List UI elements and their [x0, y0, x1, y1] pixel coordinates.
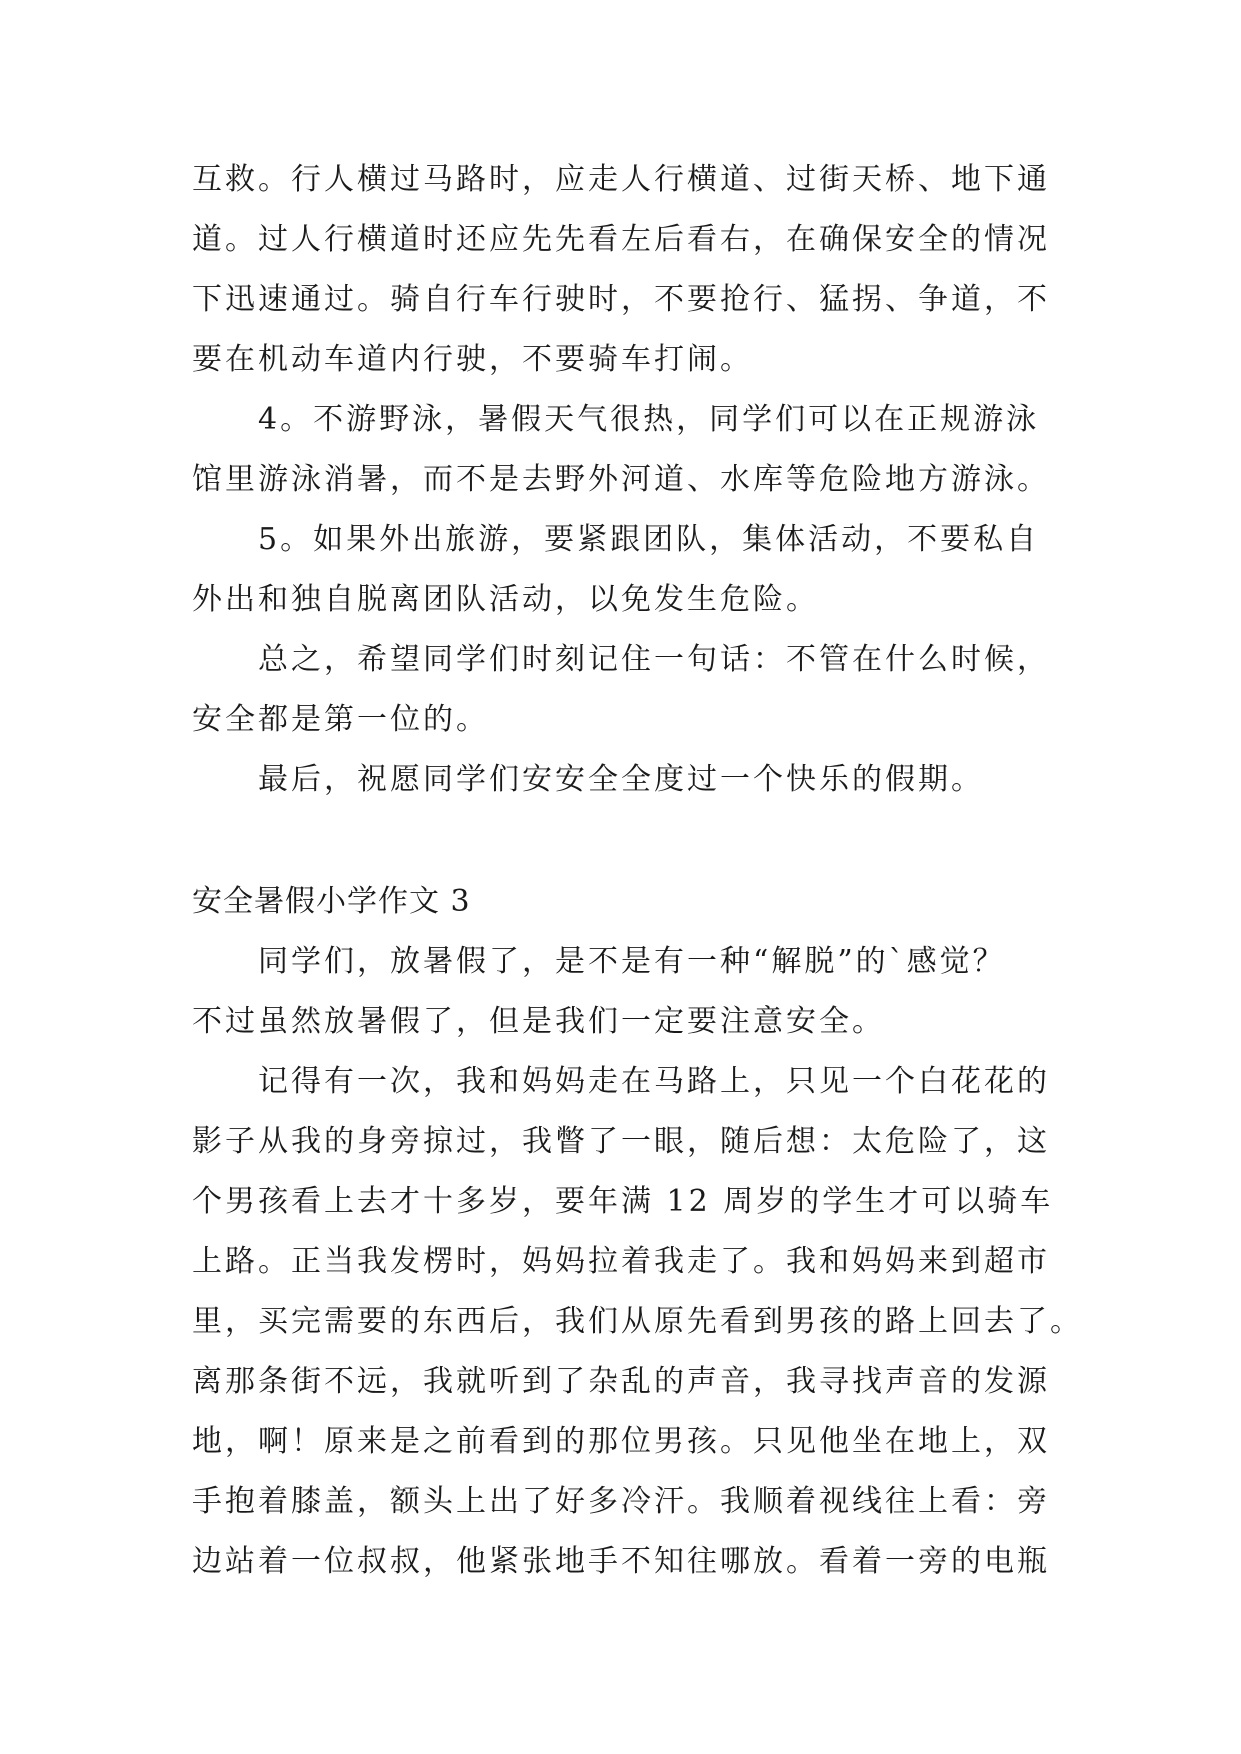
text-line: 5。如果外出旅游，要紧跟团队，集体活动，不要私自: [258, 522, 1040, 557]
text-line: 地，啊！原来是之前看到的那位男孩。只见他坐在地上，双: [192, 1424, 1050, 1459]
text-line: 里，买完需要的东西后，我们从原先看到男孩的路上回去了。: [192, 1304, 1083, 1339]
paragraph-closing: [192, 750, 1072, 810]
text-line: 道。过人行横道时还应先先看左后看右，在确保安全的情况: [192, 222, 1050, 257]
text-line: 手抱着膝盖，额头上出了好多冷汗。我顺着视线往上看：旁: [192, 1484, 1050, 1519]
text-line: 不过虽然放暑假了，但是我们一定要注意安全。: [192, 1004, 885, 1039]
paragraph-story: [192, 1052, 1083, 1592]
text-line: 影子从我的身旁掠过，我瞥了一眼，随后想：太危险了，这: [192, 1124, 1050, 1159]
paragraph-intro: [192, 932, 1072, 1052]
text-line: 上路。正当我发楞时，妈妈拉着我走了。我和妈妈来到超市: [192, 1244, 1050, 1279]
text-line: 最后，祝愿同学们安安全全度过一个快乐的假期。: [258, 762, 984, 797]
paragraph-swimming: [192, 390, 1072, 510]
section-spacer: [192, 810, 1072, 872]
paragraph-summary: [192, 630, 1072, 750]
text-line: 边站着一位叔叔，他紧张地手不知往哪放。看着一旁的电瓶: [192, 1544, 1050, 1579]
text-line: 4。不游野泳，暑假天气很热，同学们可以在正规游泳: [258, 402, 1040, 437]
paragraph-travel: [192, 510, 1072, 630]
text-line: 互救。行人横过马路时，应走人行横道、过街天桥、地下通: [192, 162, 1050, 197]
text-line: 记得有一次，我和妈妈走在马路上，只见一个白花花的: [258, 1064, 1050, 1099]
text-line: 馆里游泳消暑，而不是去野外河道、水库等危险地方游泳。: [192, 462, 1050, 497]
paragraph-traffic-safety: [192, 150, 1072, 390]
text-line: 安全都是第一位的。: [192, 702, 489, 737]
text-line: 外出和独自脱离团队活动，以免发生危险。: [192, 582, 819, 617]
text-line: 同学们，放暑假了，是不是有一种“解脱”的`感觉？: [258, 944, 1006, 979]
text-line: 离那条街不远，我就听到了杂乱的声音，我寻找声音的发源: [192, 1364, 1050, 1399]
section-heading: 安全暑假小学作文 3: [192, 884, 471, 919]
text-line: 总之，希望同学们时刻记住一句话：不管在什么时候，: [258, 642, 1050, 677]
text-line: 个男孩看上去才十多岁，要年满 12 周岁的学生才可以骑车: [192, 1184, 1054, 1219]
text-line: 下迅速通过。骑自行车行驶时，不要抢行、猛拐、争道，不: [192, 282, 1050, 317]
text-line: 要在机动车道内行驶，不要骑车打闹。: [192, 342, 753, 377]
document-body: [192, 150, 1083, 1592]
